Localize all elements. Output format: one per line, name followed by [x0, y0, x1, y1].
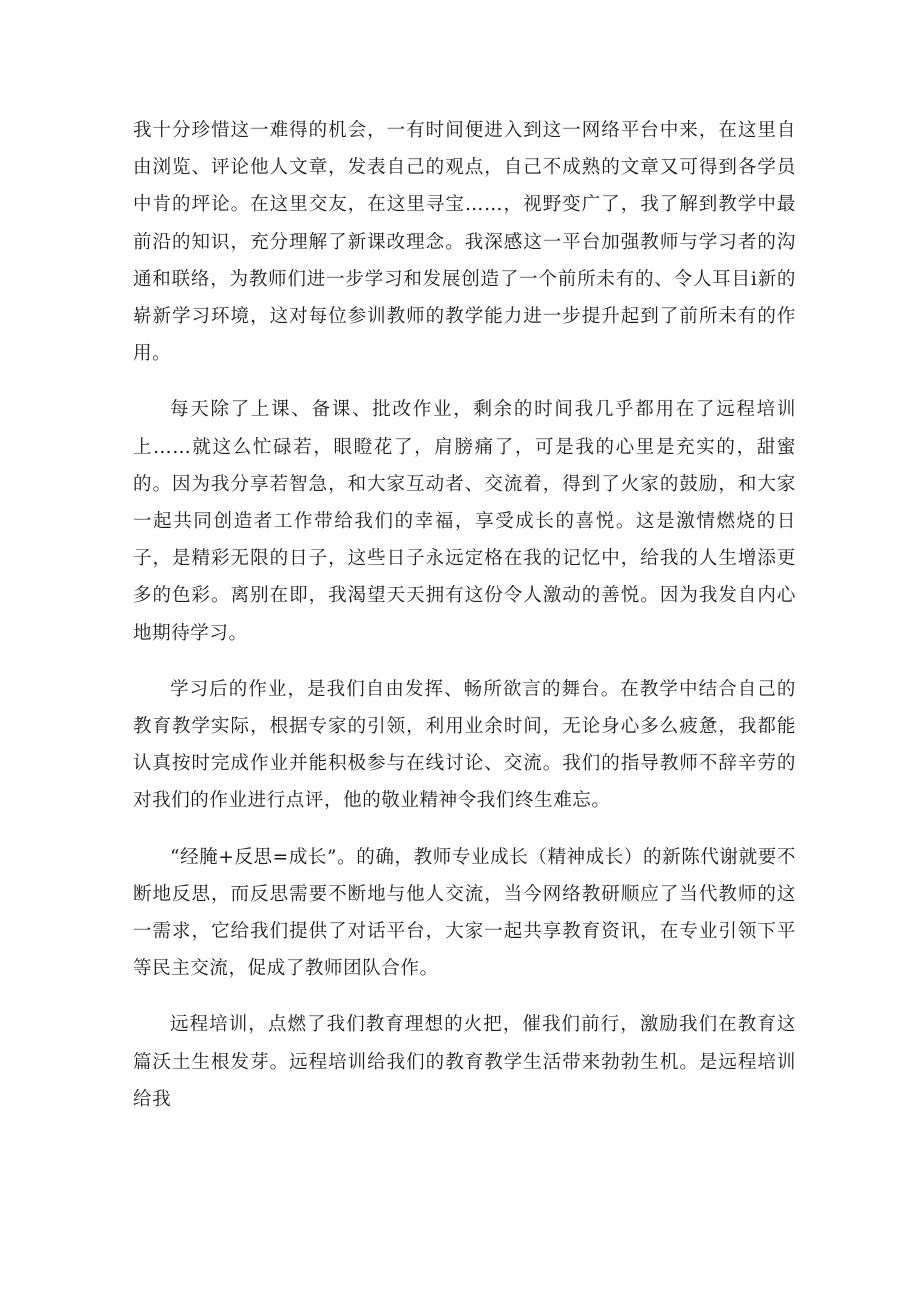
paragraph-2: 每天除了上课、备课、批改作业，剩余的时间我几乎都用在了远程培训上……就这么忙碌若，眼瞪花了，肩膀痛了，可是我的心里是充实的，甜蜜的。因为我分享若智急，和大家互动者、交流着，得到了火家的鼓励，和大家一起共同创造者工作带给我们的幸福，享受成长的喜悦。这是激情燃烧的日子，是精彩无限的日子，这些日子永远定格在我的记忆中，给我的人生增添更多的色彩。离别在即，我渴望天天拥有这份令人激动的善悦。因为我发自内心地期待学习。: [133, 399, 796, 644]
paragraph-5: 远程培训，点燃了我们教育理想的火把，催我们前行，激励我们在教育这篇沃土生根发芽。远程培训给我们的教育教学生活带来勃勃生机。是远程培训给我: [133, 1014, 796, 1110]
paragraph-1: 我十分珍惜这一难得的机会，一有时间便进入到这一网络平台中来，在这里自由浏览、评论他人文章，发表自己的观点，自己不成熟的文章又可得到各学员中肯的坪论。在这里交友，在这里寻宝……，视野变广了，我了解到教学中最前沿的知识，充分理解了新课改理念。我深感这一平台加强教师与学习者的沟通和联络，为教师们进一步学习和发展创造了一个前所未有的、令人耳目i新的崭新学习环境，这对每位参训教师的教学能力进一步提升起到了前所未有的作用。: [133, 120, 796, 365]
paragraph-4: “经腌+反思=成长”。的确，教师专业成长（精神成长）的新陈代谢就要不断地反思，而反思需要不断地与他人交流，当今网络教研顺应了当代教师的这一需求，它给我们提供了对话平台，大家一起共享教育资讯，在专业引领下平等民主交流，促成了教师团队合作。: [133, 846, 796, 980]
document-body: [133, 112, 796, 1137]
paragraph-3: 学习后的作业，是我们自由发挥、畅所欲言的舞台。在教学中结合自己的教育教学实际，根据专家的引领，利用业余时间，无论身心多么疲惫，我都能认真按时完成作业并能积极参与在线讨论、交流。我们的指导教师不辞辛劳的对我们的作业进行点评，他的敬业精神令我们终生难忘。: [133, 678, 796, 812]
